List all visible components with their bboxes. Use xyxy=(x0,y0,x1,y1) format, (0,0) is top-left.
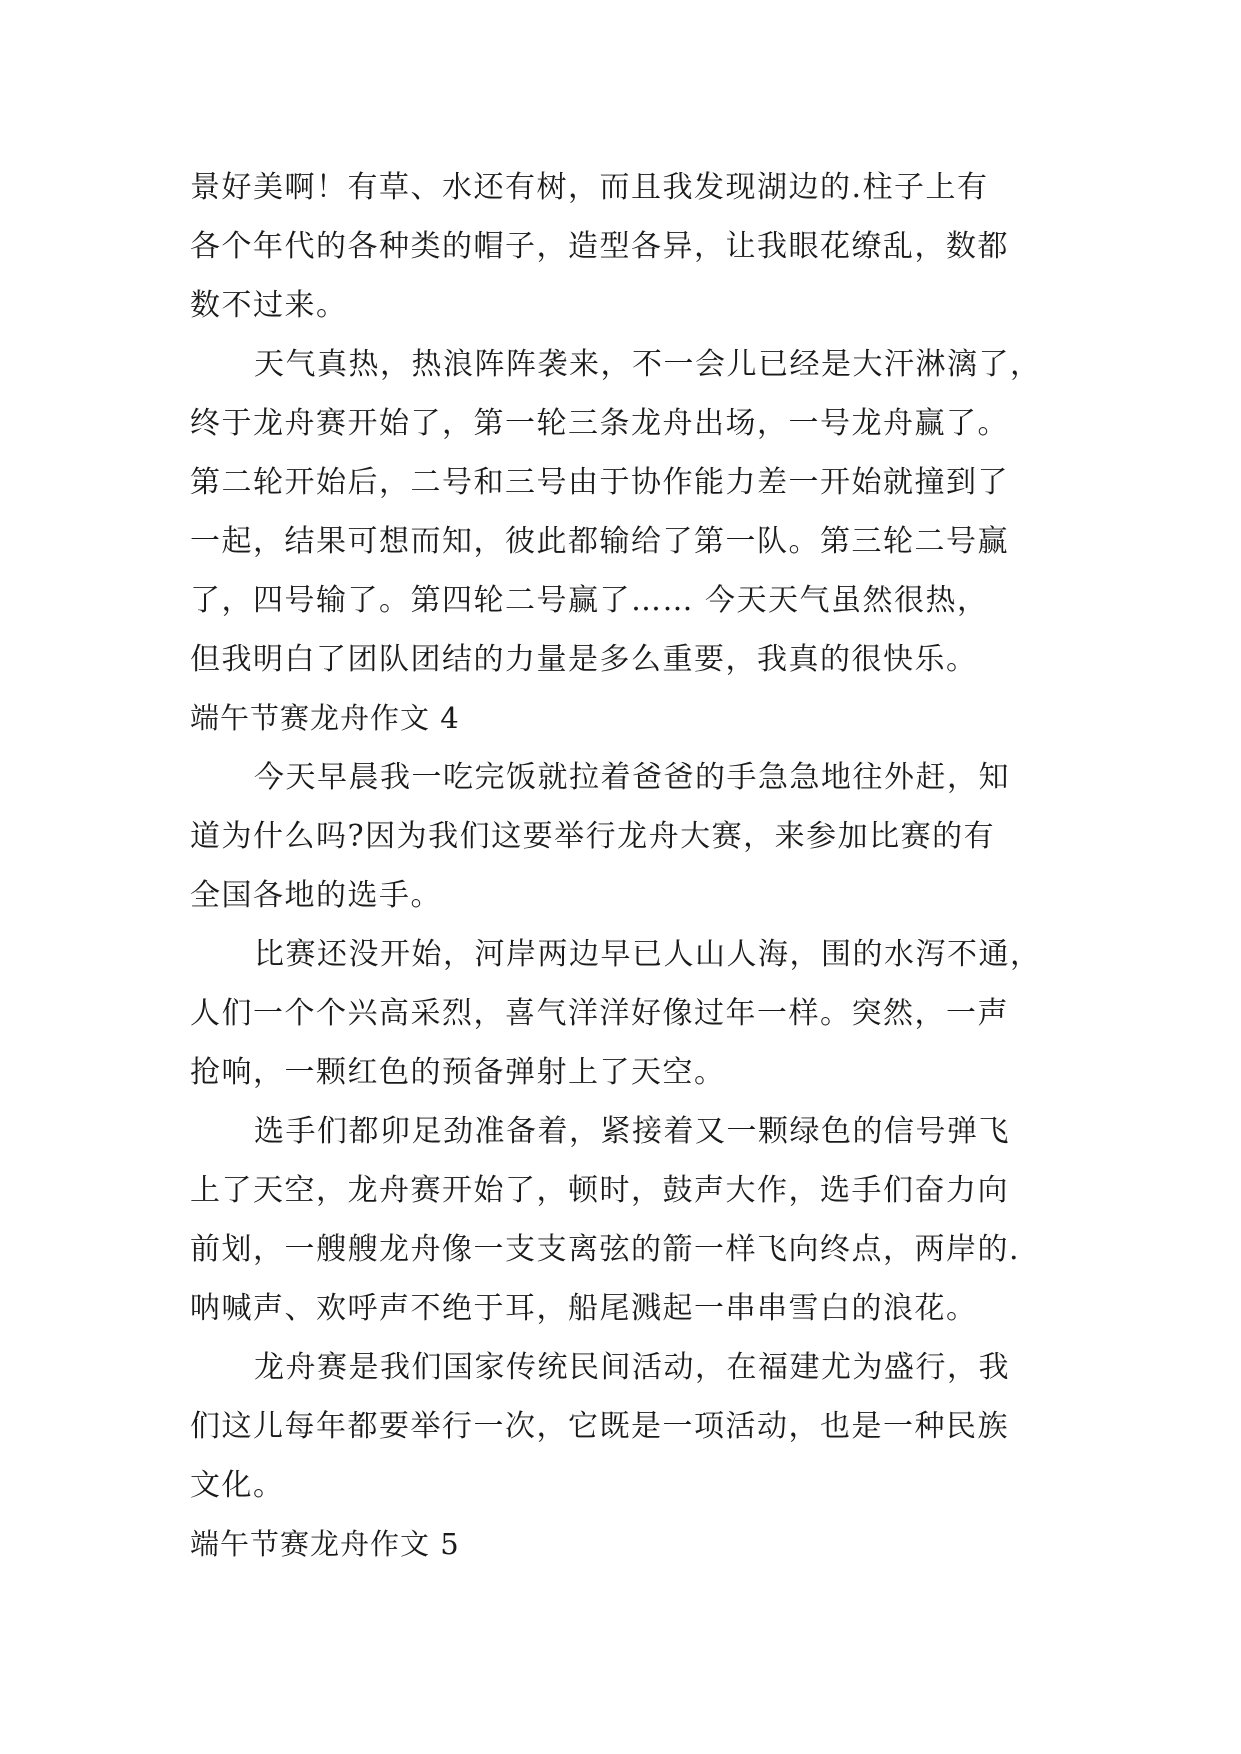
section-heading: 端午节赛龙舟作文 4 xyxy=(190,701,460,735)
document-page xyxy=(190,158,1060,1574)
text-line: 选手们都卯足劲准备着，紧接着又一颗绿色的信号弹飞 xyxy=(254,1114,1010,1149)
text-line: 文化。 xyxy=(190,1468,285,1503)
text-line: 了，四号输了。第四轮二号赢了…… 今天天气虽然很热， xyxy=(190,583,989,618)
text-line: 天气真热，热浪阵阵袭来，不一会儿已经是大汗淋漓了， xyxy=(254,347,1042,382)
text-line: 一起，结果可想而知，彼此都输给了第一队。第三轮二号赢 xyxy=(190,524,1009,559)
text-line: 数不过来。 xyxy=(190,288,348,323)
text-line: 上了天空，龙舟赛开始了，顿时，鼓声大作，选手们奋力向 xyxy=(190,1173,1009,1208)
text-line: 人们一个个兴高采烈，喜气洋洋好像过年一样。突然，一声 xyxy=(190,996,1009,1031)
text-line: 道为什么吗?因为我们这要举行龙舟大赛，来参加比赛的有 xyxy=(190,819,996,854)
text-line: 终于龙舟赛开始了，第一轮三条龙舟出场，一号龙舟赢了。 xyxy=(190,406,1009,441)
text-line: 比赛还没开始，河岸两边早已人山人海，围的水泻不通， xyxy=(254,937,1042,972)
text-line: 抢响，一颗红色的预备弹射上了天空。 xyxy=(190,1055,726,1090)
text-line: 第二轮开始后，二号和三号由于协作能力差一开始就撞到了 xyxy=(190,465,1009,500)
text-line: 景好美啊！有草、水还有树，而且我发现湖边的.柱子上有 xyxy=(190,170,989,205)
text-line: 呐喊声、欢呼声不绝于耳，船尾溅起一串串雪白的浪花。 xyxy=(190,1291,978,1326)
text-line: 各个年代的各种类的帽子，造型各异，让我眼花缭乱，数都 xyxy=(190,229,1009,264)
text-line: 今天早晨我一吃完饭就拉着爸爸的手急急地往外赶，知 xyxy=(254,760,1010,795)
text-line: 龙舟赛是我们国家传统民间活动，在福建尤为盛行，我 xyxy=(254,1350,1010,1385)
text-line: 前划，一艘艘龙舟像一支支离弦的箭一样飞向终点，两岸的. xyxy=(190,1232,1021,1267)
text-line: 但我明白了团队团结的力量是多么重要，我真的很快乐。 xyxy=(190,642,978,677)
text-line: 全国各地的选手。 xyxy=(190,878,442,913)
section-heading: 端午节赛龙舟作文 5 xyxy=(190,1527,460,1561)
text-line: 们这儿每年都要举行一次，它既是一项活动，也是一种民族 xyxy=(190,1409,1009,1444)
